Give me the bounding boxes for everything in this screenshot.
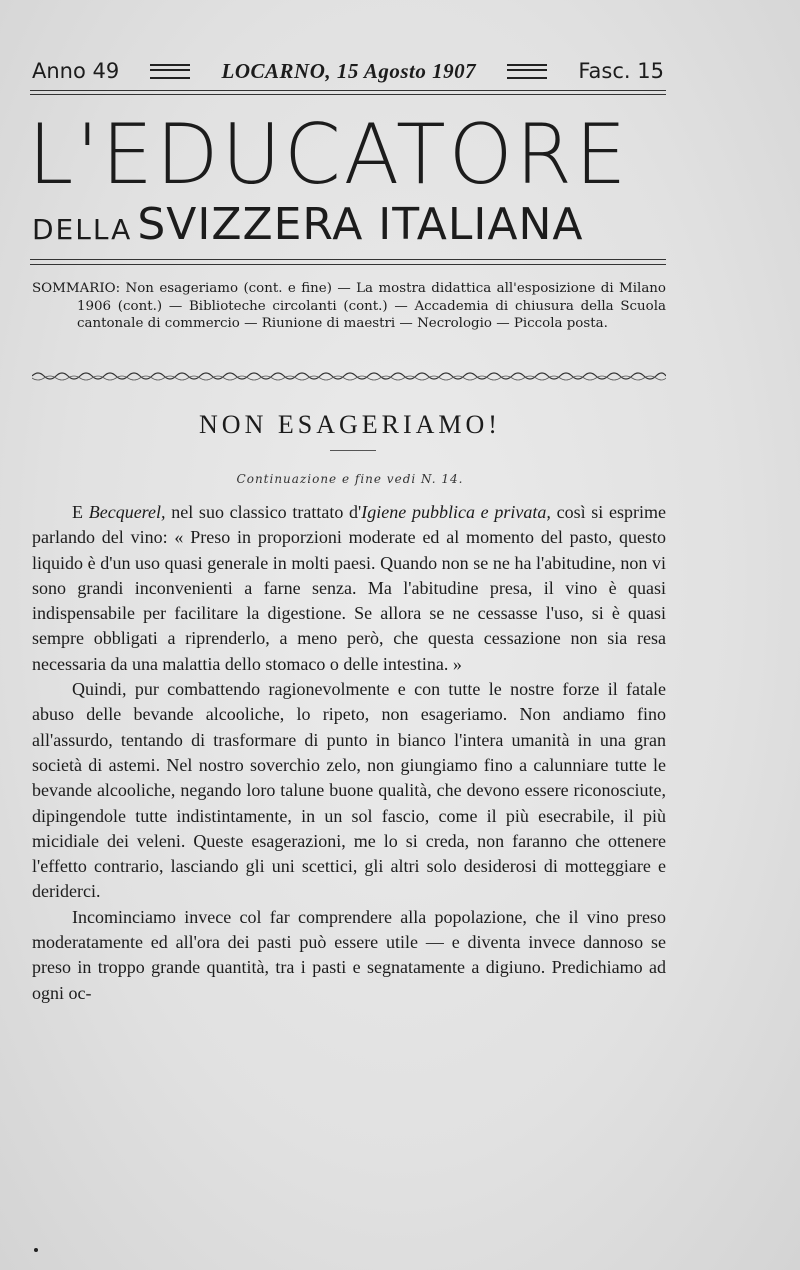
summary-text: Non esageriamo (cont. e fine) — La mostra didattica all'esposizione di Milano 1906 (cont.) — Biblioteche circolanti (cont.) — Accademia di chiusura della Scuola cantonale di commercio — Riunione di maestri — Necrologio — Piccola posta.	[77, 281, 666, 331]
author-name: Becquerel,	[88, 502, 166, 522]
masthead-separator	[507, 64, 547, 79]
title-rule	[30, 259, 666, 260]
masthead-rule	[30, 90, 666, 91]
summary	[32, 280, 666, 333]
paragraph-3: Incominciamo invece col far comprendere alla popolazione, che il vino preso moderatamente ed all'ora dei pasti può essere utile — e diventa invece dannoso se preso in troppo grande quantità, tra i pasti e segnatamente a digiuno. Predichiamo ad ogni oc-	[32, 906, 666, 1003]
article-heading: NON ESAGERIAMO!	[199, 410, 501, 439]
journal-subtitle	[32, 200, 672, 259]
heading-underline	[330, 450, 376, 451]
journal-title: L'EDUCATORE	[28, 106, 630, 203]
p1-intro: E	[72, 502, 89, 522]
paragraph-2: Quindi, pur combattendo ragionevolmente e con tutte le nostre forze il fatale abuso delle bevande alcooliche, lo ripeto, non esageriamo. Non andiamo fino all'assurdo, tentando di trasformare di punto in bianco l'intera umanità in una gran società di astemi. Nel nostro soverchio zelo, non giungiamo fino a calunniare tutte le bevande alcooliche, negando loro talune buone qualità, che devono essere riconosciute, dipingendole tutte indistintamente, in un sol fascio, come il più esecrabile, il più micidiale dei veleni. Queste esagerazioni, me lo si creda, non faranno che ottenere l'effetto contrario, lasciando gli uni scettici, gli altri solo desiderosi di motteggiare e deriderci.	[32, 679, 666, 902]
p1-rest: così si esprime parlando del vino: « Preso in proporzioni moderate ed al momento del pasto, questo liquido è d'un uso quasi generale in molti paesi. Quando non se ne ha l'abitudine, non vi sono grandi inconvenienti a farne senza. Ma l'abitudine presa, il vino è quasi indispensabile per facilitare la digestione. Se allora se ne cessasse l'uso, si è quasi sempre obbligati a riprenderlo, a meno però, che questa cessazione non sia resa necessaria da una malattia dello stomaco o delle intestina. »	[32, 502, 666, 674]
issue-number: Fasc. 15	[578, 59, 664, 83]
masthead-line	[32, 56, 664, 86]
subtitle-svizzera-italiana: SVIZZERA ITALIANA	[137, 199, 584, 250]
summary-label: SOMMARIO:	[32, 281, 121, 296]
masthead-rule-thin	[30, 94, 666, 95]
continuation-note: Continuazione e fine vedi N. 14.	[236, 472, 464, 486]
wavy-divider	[32, 368, 666, 384]
place-date: LOCARNO, 15 Agosto 1907	[221, 58, 477, 83]
masthead-separator	[150, 64, 190, 79]
subtitle-della: DELLA	[32, 213, 133, 246]
paragraph-1	[32, 500, 666, 677]
article-body	[32, 500, 666, 1006]
volume-number: Anno 49	[32, 59, 120, 83]
p1-mid: nel suo classico trattato d'	[165, 502, 362, 522]
book-title: Igiene pubblica e privata,	[361, 502, 551, 522]
title-rule-thin	[30, 264, 666, 265]
page-speck	[34, 1248, 38, 1252]
